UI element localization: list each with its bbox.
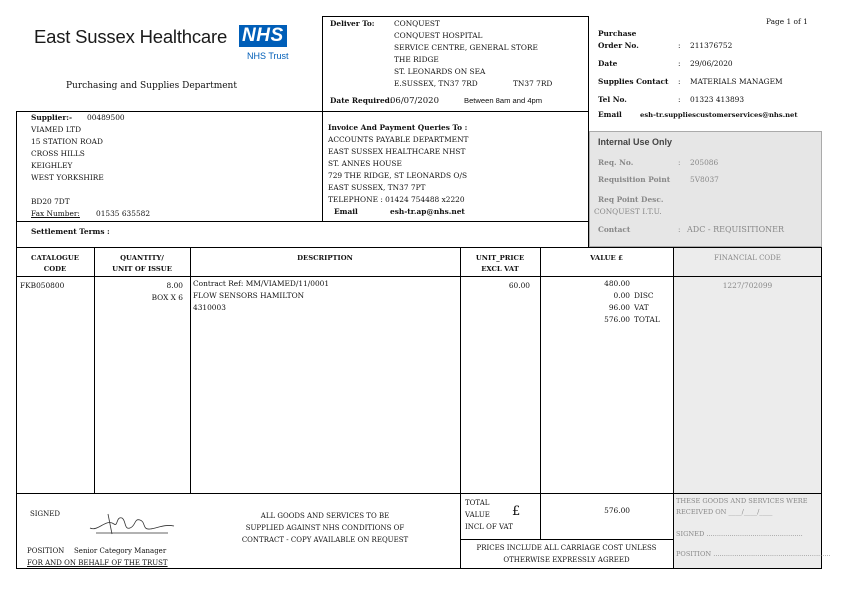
pound-sign: £ (512, 504, 521, 519)
internal-contact-label: Contact (598, 225, 631, 234)
col-unit-price: UNIT_PRICE (475, 254, 525, 262)
behalf-text: FOR AND ON BEHALF OF THE TRUST (27, 559, 168, 567)
department-name: Purchasing and Supplies Department (66, 81, 237, 91)
row-total-value: 576.00 (604, 315, 630, 324)
tel-label: Tel No. (598, 95, 627, 104)
invoice-line: EAST SUSSEX, TN37 7PT (328, 183, 426, 192)
invoice-title: Invoice And Payment Queries To : (328, 123, 468, 132)
deliver-line: CONQUEST (394, 19, 440, 28)
carriage-line: PRICES INCLUDE ALL CARRIAGE COST UNLESS (476, 544, 657, 552)
row-disc-value: 0.00 (613, 291, 630, 300)
supplies-contact-label: Supplies Contact (598, 77, 669, 86)
req-point-desc-label: Req Point Desc. (598, 195, 664, 204)
invoice-email-value: esh-tr.ap@nhs.net (390, 207, 465, 216)
row-disc-label: DISC (634, 291, 654, 300)
supplier-code: 00489500 (87, 113, 125, 122)
date-required-value: 06/07/2020 (390, 96, 439, 106)
col-financial-code: FINANCIAL CODE (714, 254, 781, 262)
time-window: Between 8am and 4pm (464, 96, 543, 105)
supplies-contact-value: MATERIALS MANAGEM (690, 77, 783, 86)
total-label: TOTAL (465, 499, 490, 507)
conditions-line: CONTRACT - COPY AVAILABLE ON REQUEST (241, 536, 409, 544)
supplier-line: 15 STATION ROAD (31, 137, 103, 146)
order-no-value: 211376752 (690, 41, 733, 50)
received-date: RECEIVED ON ____/____/____ (676, 508, 773, 516)
email-label: Email (598, 110, 622, 119)
row-description: 4310003 (193, 303, 226, 312)
row-quantity: 8.00 (166, 281, 183, 290)
col-quantity: QUANTITY/ (120, 254, 164, 262)
req-point-desc-value: CONQUEST I.T.U. (594, 207, 662, 216)
deliver-line: ST. LEONARDS ON SEA (394, 67, 486, 76)
row-description: Contract Ref: MM/VIAMED/11/0001 (193, 279, 330, 288)
internal-contact-value: ADC - REQUISITIONER (687, 225, 784, 234)
row-vat-label: VAT (634, 303, 649, 312)
supplier-label: Supplier:- (31, 113, 73, 122)
req-no-value: 205086 (690, 158, 719, 167)
trust-name: NHS Trust (247, 51, 289, 61)
date-value: 29/06/2020 (690, 59, 733, 68)
invoice-email-label: Email (334, 207, 358, 216)
req-no-label: Req. No. (598, 158, 634, 167)
invoice-line: ACCOUNTS PAYABLE DEPARTMENT (328, 135, 469, 144)
deliver-to-label: Deliver To: (330, 19, 375, 28)
col-catalogue-code: CATALOGUE (31, 254, 79, 262)
invoice-line: EAST SUSSEX HEALTHCARE NHST (328, 147, 466, 156)
supplier-postcode: BD20 7DT (31, 197, 70, 206)
row-description: FLOW SENSORS HAMILTON (193, 291, 305, 300)
nhs-logo: NHS (239, 25, 287, 47)
deliver-postcode: TN37 7RD (513, 79, 553, 88)
row-unit-price: 60.00 (508, 281, 530, 290)
fax-value: 01535 635582 (96, 209, 151, 218)
received-position: POSITION ........................................................ (676, 550, 831, 558)
row-total-label: TOTAL (634, 315, 660, 324)
conditions-line: ALL GOODS AND SERVICES TO BE (260, 512, 390, 520)
supplier-line: WEST YORKSHIRE (31, 173, 104, 182)
position-value: Senior Category Manager (74, 547, 167, 555)
settlement-terms-label: Settlement Terms : (31, 227, 110, 236)
invoice-line: TELEPHONE : 01424 754488 x2220 (328, 195, 465, 204)
email-value: esh-tr.suppliescustomerservices@nhs.net (640, 111, 798, 119)
deliver-line: SERVICE CENTRE, GENERAL STORE (394, 43, 538, 52)
nhs-logo-block (34, 26, 227, 48)
deliver-line: THE RIDGE (394, 55, 439, 64)
req-point-value: 5V8037 (690, 175, 719, 184)
row-catalogue: FKB050800 (20, 281, 65, 290)
invoice-line: 729 THE RIDGE, ST LEONARDS O/S (328, 171, 468, 180)
supplier-line: VIAMED LTD (31, 125, 81, 134)
deliver-line: E.SUSSEX, TN37 7RD (394, 79, 478, 88)
page-number: Page 1 of 1 (766, 17, 808, 26)
received-signed: SIGNED .............................................. (676, 530, 803, 538)
signed-label: SIGNED (30, 510, 60, 518)
req-point-label: Requisition Point (598, 175, 671, 184)
row-financial-code: 1227/702099 (722, 281, 773, 290)
fax-label: Fax Number: (31, 209, 80, 218)
conditions-line: SUPPLIED AGAINST NHS CONDITIONS OF (245, 524, 405, 532)
order-no-label: Order No. (598, 41, 639, 50)
invoice-line: ST. ANNES HOUSE (328, 159, 402, 168)
row-unit: BOX X 6 (151, 293, 183, 302)
total-value: 576.00 (604, 506, 630, 515)
col-value: VALUE £ (590, 254, 623, 262)
received-text: THESE GOODS AND SERVICES WERE (676, 497, 808, 505)
row-value: 480.00 (604, 279, 630, 288)
purchase-title: Purchase (598, 29, 637, 38)
date-label: Date (598, 59, 618, 68)
supplier-line: CROSS HILLS (31, 149, 85, 158)
row-vat-value: 96.00 (608, 303, 630, 312)
tel-value: 01323 413893 (690, 95, 745, 104)
org-name: East Sussex Healthcare (34, 26, 228, 47)
position-label: POSITION (27, 547, 65, 555)
carriage-line: OTHERWISE EXPRESSLY AGREED (503, 556, 630, 564)
deliver-line: CONQUEST HOSPITAL (394, 31, 483, 40)
signature (88, 508, 178, 538)
internal-use-title: Internal Use Only (598, 137, 673, 147)
date-required-label: Date Required: (330, 96, 393, 105)
col-description: DESCRIPTION (297, 254, 353, 262)
supplier-line: KEIGHLEY (31, 161, 73, 170)
